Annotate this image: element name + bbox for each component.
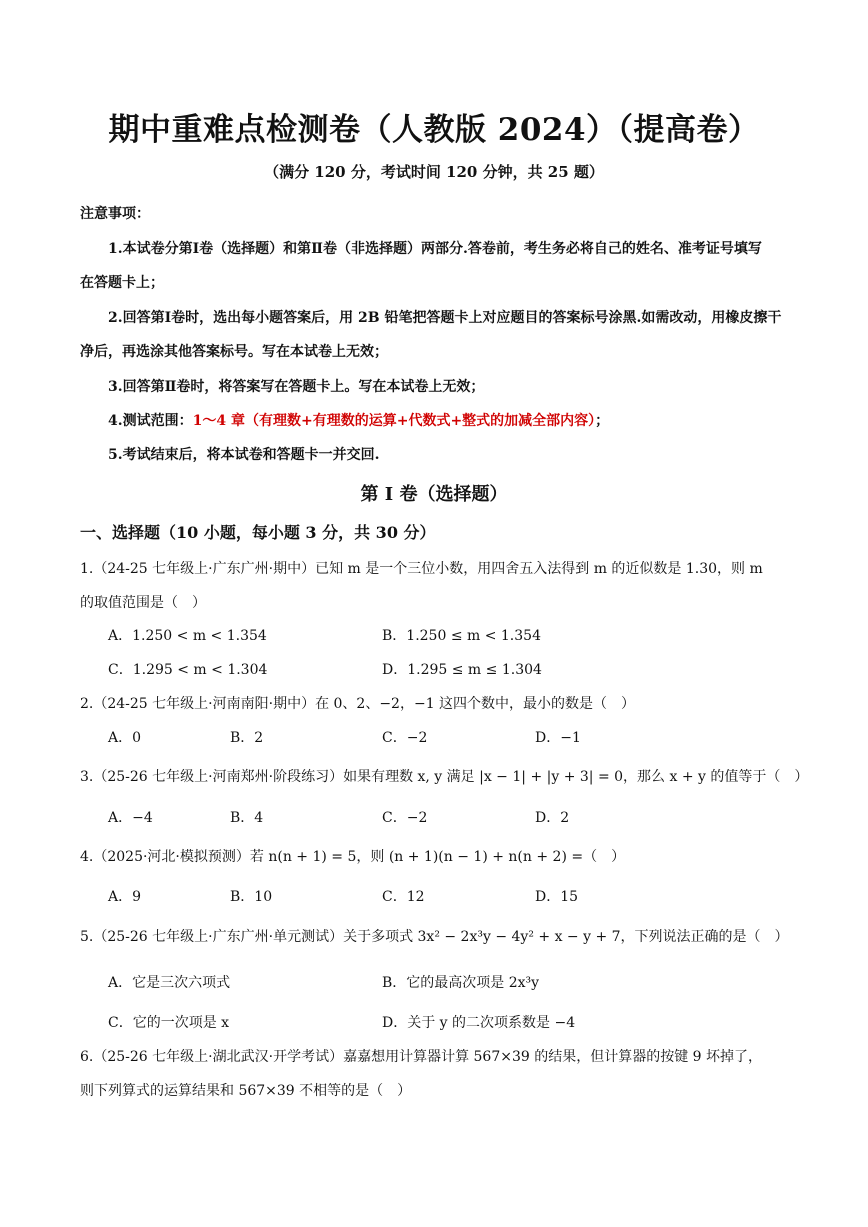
question-1-option-a: A．1.250 < m < 1.354 [108, 628, 267, 644]
question-1-option-c: C．1.295 < m < 1.304 [108, 662, 268, 678]
note-4 [108, 410, 609, 430]
section-title: 第 I 卷（选择题） [360, 484, 508, 505]
question-3-option-a: A．−4 [108, 810, 153, 826]
question-5-option-d: D．关于 y 的二次项系数是 −4 [382, 1015, 576, 1031]
question-6-line-1: 6.（25-26 七年级上·湖北武汉·开学考试）嘉嘉想用计算器计算 567×39 的结果，但计算器的按键 9 坏掉了， [80, 1049, 763, 1065]
question-3-option-b: B．4 [230, 810, 264, 826]
page-subtitle: （满分 120 分，考试时间 120 分钟，共 25 题） [264, 163, 604, 181]
note-1-line-2: 在答题卡上； [80, 275, 164, 291]
note-3: 3.回答第Ⅱ卷时，将答案写在答题卡上。写在本试卷上无效； [108, 379, 485, 395]
question-3-option-c: C．−2 [382, 810, 428, 826]
question-5-option-a: A．它是三次六项式 [108, 975, 231, 991]
question-6-line-2: 则下列算式的运算结果和 567×39 不相等的是（ ） [80, 1083, 412, 1099]
note-4-prefix: 4.测试范围： [108, 413, 193, 429]
question-1-line-2: 的取值范围是（ ） [80, 595, 206, 611]
question-1-line-1: 1.（24-25 七年级上·广东广州·期中）已知 m 是一个三位小数，用四舍五入法得到 m 的近似数是 1.30，则 m [80, 561, 763, 577]
question-4-option-d: D．15 [535, 889, 579, 905]
note-2-line-2: 净后，再选涂其他答案标号。写在本试卷上无效； [80, 344, 388, 360]
question-5-option-c: C．它的一次项是 x [108, 1015, 230, 1031]
part-heading: 一、选择题（10 小题，每小题 3 分，共 30 分） [80, 523, 436, 542]
question-2-option-a: A．0 [108, 730, 142, 746]
note-4-scope: 1～4 章（有理数+有理数的运算+代数式+整式的加减全部内容） [192, 413, 596, 429]
question-5-option-b: B．它的最高次项是 2x³y [382, 975, 540, 991]
question-1-option-d: D．1.295 ≤ m ≤ 1.304 [382, 662, 542, 678]
question-2-option-d: D．−1 [535, 730, 581, 746]
note-2-line-1: 2.回答第Ⅰ卷时，选出每小题答案后，用 2B 铅笔把答题卡上对应题目的答案标号涂黑.如需改动，用橡皮擦干 [108, 310, 782, 326]
note-5: 5.考试结束后，将本试卷和答题卡一并交回. [108, 447, 380, 463]
note-4-suffix: ； [595, 413, 610, 429]
note-1-line-1: 1.本试卷分第Ⅰ卷（选择题）和第Ⅱ卷（非选择题）两部分.答卷前，考生务必将自己的姓名、准考证号填写 [108, 241, 762, 257]
question-4: 4.（2025·河北·模拟预测）若 n(n + 1) = 5，则 (n + 1)(n − 1) + n(n + 2) =（ ） [80, 849, 626, 865]
question-1-option-b: B．1.250 ≤ m < 1.354 [382, 628, 541, 644]
question-4-option-a: A．9 [108, 889, 142, 905]
page-title: 期中重难点检测卷（人教版 2024）（提高卷） [108, 112, 760, 148]
question-3: 3.（25-26 七年级上·河南郑州·阶段练习）如果有理数 x, y 满足 |x − 1| + |y + 3| = 0，那么 x + y 的值等于（ ） [80, 769, 809, 785]
question-2-option-c: C．−2 [382, 730, 428, 746]
question-4-option-b: B．10 [230, 889, 273, 905]
question-3-option-d: D．2 [535, 810, 570, 826]
question-2: 2.（24-25 七年级上·河南南阳·期中）在 0、2、−2，−1 这四个数中，最小的数是（ ） [80, 696, 636, 712]
question-2-option-b: B．2 [230, 730, 264, 746]
question-5: 5.（25-26 七年级上·广东广州·单元测试）关于多项式 3x² − 2x³y − 4y² + x − y + 7，下列说法正确的是（ ） [80, 929, 789, 945]
question-4-option-c: C．12 [382, 889, 425, 905]
notes-heading: 注意事项： [80, 206, 150, 222]
